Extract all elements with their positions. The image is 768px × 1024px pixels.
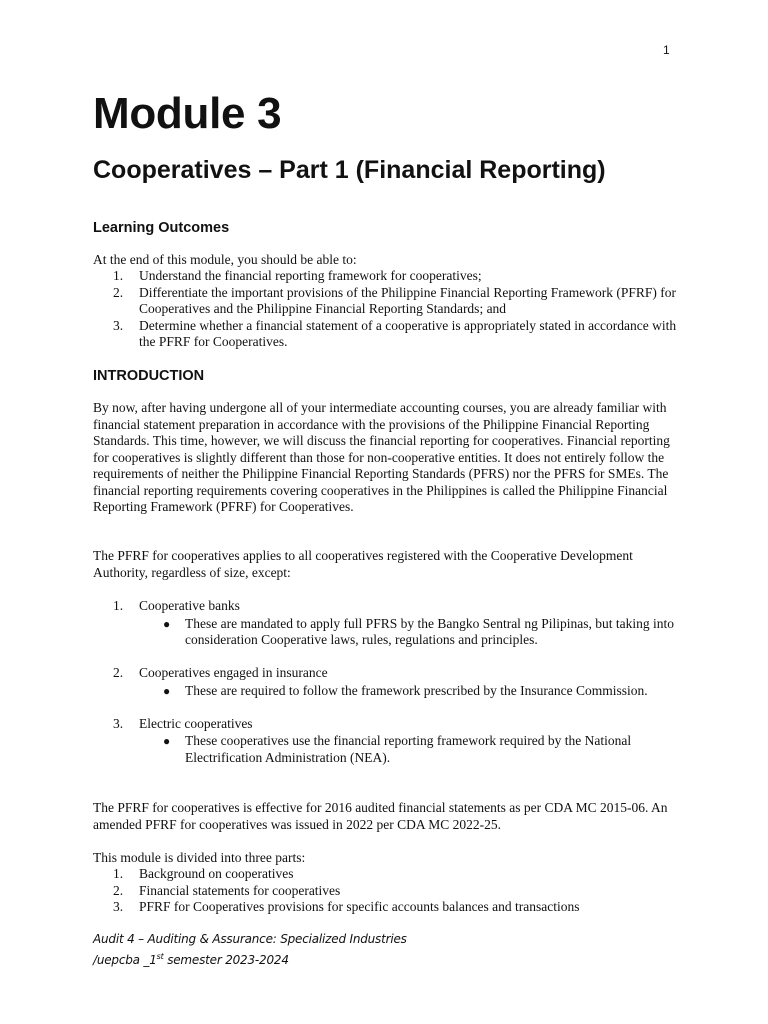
list-text: Understand the financial reporting framework for cooperatives; [139,268,482,283]
list-text: Electric cooperatives [139,715,253,731]
bullet-icon: ● [163,683,171,698]
footer-course: Audit 4 – Auditing & Assurance: Specialized Industries [93,932,407,946]
list-text: Cooperative banks [139,598,240,613]
list-item [93,268,683,285]
bullet-text: These are required to follow the framework prescribed by the Insurance Commission. [185,682,648,698]
introduction-paragraph-3: The PFRF for cooperatives is effective for 2016 audited financial statements as per CDA MC 2015-06. An amended PFRF for cooperatives was issued in 2022 per CDA MC 2022-25. [93,800,668,832]
page-footer [93,931,407,969]
list-text: Financial statements for cooperatives [139,882,341,898]
list-item [93,285,683,318]
footer-term-sup: st [156,952,164,961]
learning-outcomes-intro: At the end of this module, you should be able to: [93,252,357,267]
introduction-heading: INTRODUCTION [93,368,205,384]
list-number: 3. [113,899,124,914]
bullet-icon: ● [163,616,171,631]
bullet-list [139,733,683,766]
list-text: Background on cooperatives [139,866,294,881]
footer-term [93,948,407,969]
bullet-item [139,616,683,649]
learning-outcomes-heading: Learning Outcomes [93,220,230,236]
list-text: Cooperatives engaged in insurance [139,665,328,680]
introduction-paragraph-2: The PFRF for cooperatives applies to all cooperatives registered with the Cooperative Development Authority, regardless of size, except: [93,548,633,580]
list-item [93,665,683,699]
bullet-list [139,616,683,649]
learning-outcomes-list [93,268,683,351]
list-number: 2. [113,284,124,300]
list-item [93,598,683,649]
list-number: 1. [113,866,124,881]
exceptions-list [93,598,683,766]
list-number: 2. [113,665,124,680]
page-number: 1 [663,43,670,57]
bullet-icon: ● [163,734,171,748]
list-number: 1. [113,598,124,613]
list-number: 2. [113,882,124,898]
list-text: Determine whether a financial statement of a cooperative is appropriately stated in accordance with the PFRF for Cooperatives. [139,317,677,349]
bullet-list [139,683,683,700]
footer-term-suffix: semester 2023-2024 [163,953,289,967]
module-subtitle: Cooperatives – Part 1 (Financial Reporting) [93,156,606,184]
list-item [93,883,683,900]
list-spacer [93,699,683,716]
footer-term-prefix: /uepcba _1 [93,953,157,967]
list-item [93,716,683,767]
list-spacer [93,649,683,666]
list-item [93,899,683,916]
introduction-paragraph-1: By now, after having undergone all of your intermediate accounting courses, you are already familiar with financial statement preparation in accordance with the provisions of the Philippine Financial Reporting Standards. This time, however, we will discuss the financial reporting for cooperatives. Financial reporting for cooperatives is slightly different than those for non-cooperative entities. It does not entirely follow the requirements of neither the Philippine Financial Reporting Standards (PFRS) nor the PFRS for SMEs. The financial reporting requirements covering cooperatives in the Philippines is called the Philippine Financial Reporting Framework (PFRF) for Cooperatives. [93,400,670,514]
introduction-paragraph-4: This module is divided into three parts: [93,850,306,865]
bullet-item [139,733,683,766]
list-text: PFRF for Cooperatives provisions for specific accounts balances and transactions [139,899,580,914]
bullet-item [139,683,683,700]
list-number: 1. [113,268,124,283]
list-item [93,318,683,351]
module-parts-list [93,866,683,916]
list-text: Differentiate the important provisions of the Philippine Financial Reporting Framework (PFRF) for Cooperatives and the Philippine Financial Reporting Standards; and [139,284,677,316]
bullet-text: These are mandated to apply full PFRS by the Bangko Sentral ng Pilipinas, but taking into consideration Cooperative laws, rules, regulations and principles. [185,615,674,647]
bullet-text: These cooperatives use the financial reporting framework required by the National Electrification Administration (NEA). [185,733,632,765]
list-number: 3. [113,317,124,333]
module-title: Module 3 [93,89,282,138]
list-number: 3. [113,715,124,731]
list-item [93,866,683,883]
